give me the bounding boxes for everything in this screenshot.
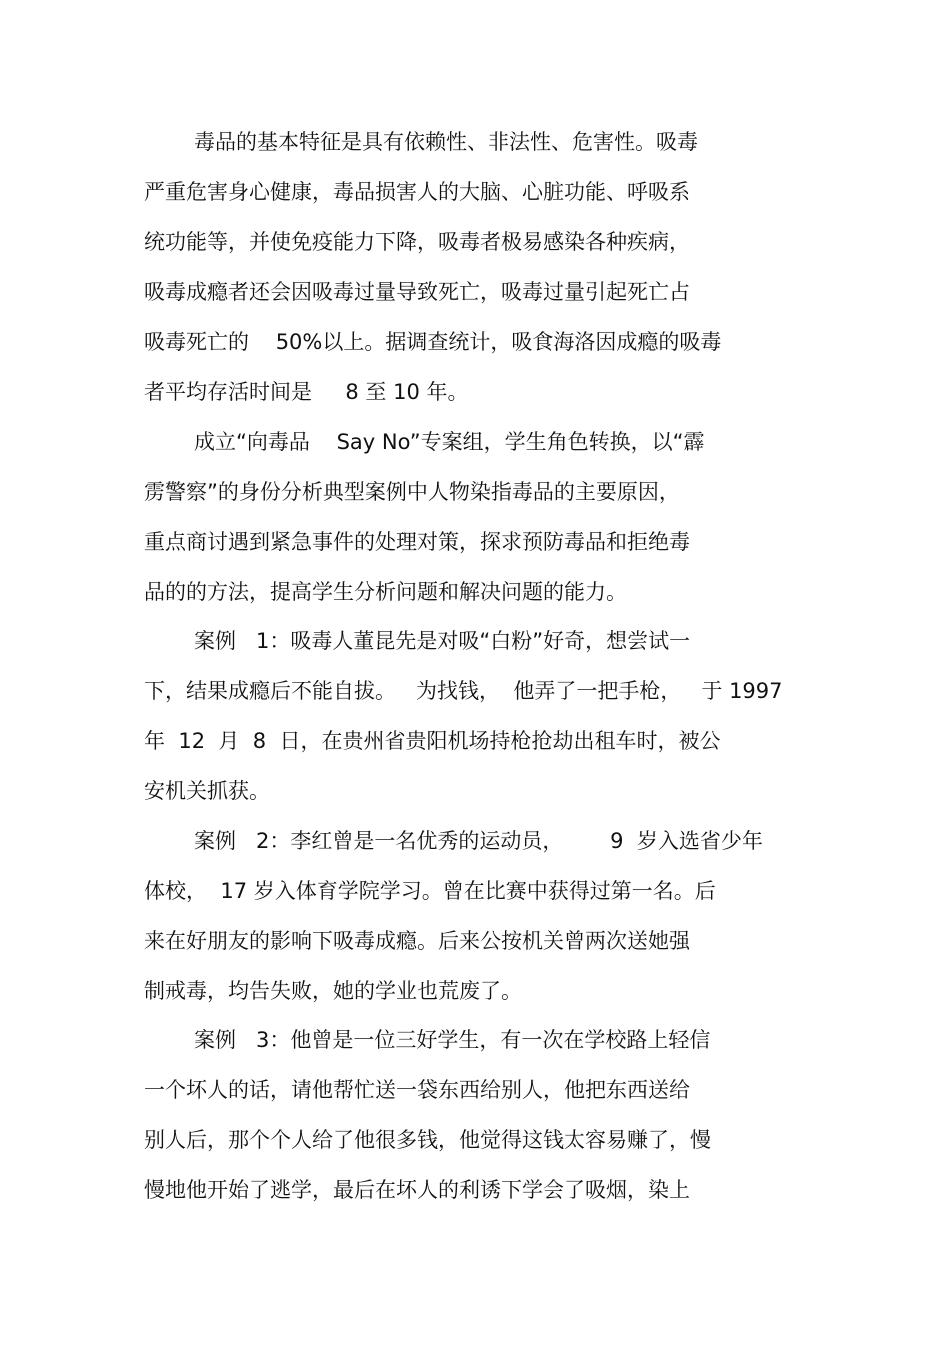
paragraph-4-line-3: 来在好朋友的影响下吸毒成瘾。后来公按机关曾两次送她强 bbox=[144, 929, 690, 953]
paragraph-4-line-2: 体校， 17 岁入体育学院学习。曾在比赛中获得过第一名。后 bbox=[144, 879, 716, 903]
paragraph-5-line-3: 别人后，那个个人给了他很多钱，他觉得这钱太容易赚了，慢 bbox=[144, 1128, 711, 1152]
paragraph-1-line-5: 吸毒死亡的 50%以上。据调查统计，吸食海洛因成瘾的吸毒 bbox=[144, 330, 722, 354]
paragraph-2-line-1: 成立“向毒品 Say No”专案组，学生角色转换，以“霹 bbox=[194, 430, 705, 454]
paragraph-2-line-4: 品的的方法，提高学生分析问题和解决问题的能力。 bbox=[144, 580, 627, 604]
paragraph-1-line-6: 者平均存活时间是 8 至 10 年。 bbox=[144, 380, 469, 404]
paragraph-3-line-1: 案例 1：吸毒人董昆先是对吸“白粉”好奇，想尝试一 bbox=[194, 629, 691, 653]
paragraph-1-line-1: 毒品的基本特征是具有依赖性、非法性、危害性。吸毒 bbox=[194, 130, 698, 154]
paragraph-1-line-3: 统功能等，并使免疫能力下降，吸毒者极易感染各种疾病， bbox=[144, 230, 690, 254]
paragraph-3-line-3: 年 12 月 8 日，在贵州省贵阳机场持枪抢劫出租车时，被公 bbox=[144, 729, 721, 753]
paragraph-4-line-1: 案例 2：李红曾是一名优秀的运动员， 9 岁入选省少年 bbox=[194, 829, 763, 853]
paragraph-1-line-2: 严重危害身心健康，毒品损害人的大脑、心脏功能、呼吸系 bbox=[144, 180, 690, 204]
paragraph-3-line-2: 下，结果成瘾后不能自拔。 为找钱， 他弄了一把手枪， 于 1997 bbox=[144, 679, 783, 703]
paragraph-5-line-4: 慢地他开始了逃学，最后在坏人的利诱下学会了吸烟，染上 bbox=[144, 1178, 690, 1202]
paragraph-1-line-4: 吸毒成瘾者还会因吸毒过量导致死亡，吸毒过量引起死亡占 bbox=[144, 280, 690, 304]
paragraph-2-line-3: 重点商讨遇到紧急事件的处理对策，探求预防毒品和拒绝毒 bbox=[144, 530, 690, 554]
paragraph-2-line-2: 雳警察”的身份分析典型案例中人物染指毒品的主要原因， bbox=[144, 480, 680, 504]
paragraph-3-line-4: 安机关抓获。 bbox=[144, 779, 270, 803]
paragraph-5-line-1: 案例 3：他曾是一位三好学生，有一次在学校路上轻信 bbox=[194, 1028, 711, 1052]
paragraph-4-line-4: 制戒毒，均告失败，她的学业也荒废了。 bbox=[144, 979, 522, 1003]
paragraph-5-line-2: 一个坏人的话，请他帮忙送一袋东西给别人，他把东西送给 bbox=[144, 1078, 690, 1102]
